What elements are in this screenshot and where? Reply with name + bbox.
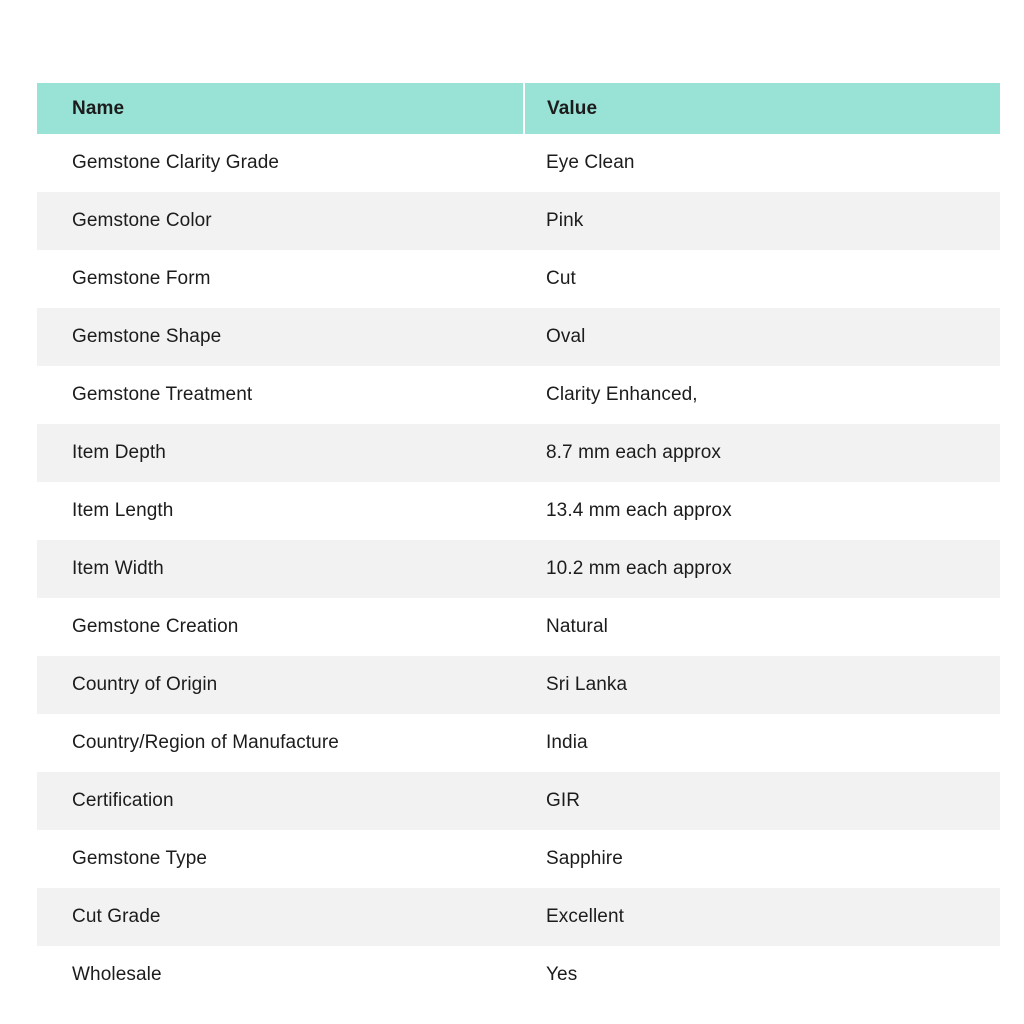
- table-row: [37, 250, 1000, 308]
- spec-name: Gemstone Type: [37, 830, 524, 888]
- spec-name: Country of Origin: [37, 656, 524, 714]
- spec-name: Country/Region of Manufacture: [37, 714, 524, 772]
- table-row: [37, 366, 1000, 424]
- table-row: [37, 598, 1000, 656]
- spec-name: Item Length: [37, 482, 524, 540]
- table-row: [37, 830, 1000, 888]
- table-row: [37, 656, 1000, 714]
- table-row: [37, 424, 1000, 482]
- spec-name: Gemstone Shape: [37, 308, 524, 366]
- spec-value: Clarity Enhanced,: [524, 366, 1000, 424]
- table-row: [37, 714, 1000, 772]
- table-row: [37, 308, 1000, 366]
- spec-name: Certification: [37, 772, 524, 830]
- spec-value: Yes: [524, 946, 1000, 1004]
- spec-name: Gemstone Creation: [37, 598, 524, 656]
- spec-value: Excellent: [524, 888, 1000, 946]
- spec-value: Sri Lanka: [524, 656, 1000, 714]
- spec-name: Gemstone Treatment: [37, 366, 524, 424]
- spec-name: Gemstone Form: [37, 250, 524, 308]
- spec-value: 13.4 mm each approx: [524, 482, 1000, 540]
- spec-name: Item Depth: [37, 424, 524, 482]
- table-row: [37, 540, 1000, 598]
- spec-value: GIR: [524, 772, 1000, 830]
- table-row: [37, 888, 1000, 946]
- table-row: [37, 192, 1000, 250]
- table-row: [37, 482, 1000, 540]
- spec-value: Eye Clean: [524, 134, 1000, 192]
- spec-value: Cut: [524, 250, 1000, 308]
- table-row: [37, 134, 1000, 192]
- spec-value: 10.2 mm each approx: [524, 540, 1000, 598]
- spec-value: Pink: [524, 192, 1000, 250]
- spec-name: Gemstone Color: [37, 192, 524, 250]
- spec-value: 8.7 mm each approx: [524, 424, 1000, 482]
- table-row: [37, 946, 1000, 1004]
- table-row: [37, 772, 1000, 830]
- spec-name: Cut Grade: [37, 888, 524, 946]
- column-header-value: Value: [524, 83, 1000, 134]
- spec-name: Wholesale: [37, 946, 524, 1004]
- spec-value: Sapphire: [524, 830, 1000, 888]
- spec-value: Natural: [524, 598, 1000, 656]
- table-header-row: [37, 83, 1000, 134]
- column-header-name: Name: [37, 83, 524, 134]
- spec-name: Item Width: [37, 540, 524, 598]
- spec-value: India: [524, 714, 1000, 772]
- item-specifics-table: [37, 83, 1000, 1004]
- spec-value: Oval: [524, 308, 1000, 366]
- spec-name: Gemstone Clarity Grade: [37, 134, 524, 192]
